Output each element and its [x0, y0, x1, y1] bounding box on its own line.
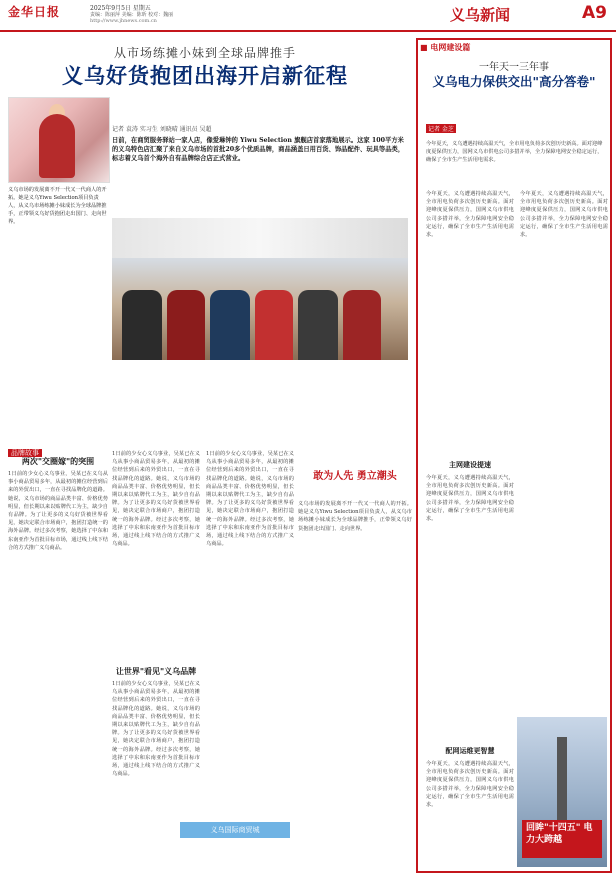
panel-kicker: 一年天一三年事: [479, 62, 549, 73]
panel-column-1b: 今年夏天，义乌遭遇持续高温天气，全市用电负荷多次创历史新高。面对迎峰度夏保供压力，国网义乌市供电公司多措并举，全力保障电网安全稳定运行，确保了全市生产生活用电需求。: [426, 475, 514, 523]
body-column-2: 1日前的少女心义乌事业，吴某已在义乌从事小商品贸易多年，从最初的摊位经营到后来的外贸出口，一直在寻找品牌化的道路。她说，义乌市场的商品品类丰富、价格优势明显，但长期以来以贴牌代工为主，缺少自有品牌。为了让更多的义乌好货被世界看见，她决定联合市场商户，抱团打造统一的海外品牌。经过多次考察，她选择了中东和东南亚作为首批目标市场，通过线上线下结合的方式推广义乌商品。: [112, 451, 200, 548]
body-column-2b: 1日前的少女心义乌事业，吴某已在义乌从事小商品贸易多年，从最初的摊位经营到后来的外贸出口，一直在寻找品牌化的道路。她说，义乌市场的商品品类丰富、价格优势明显，但长期以来以贴牌代工为主，缺少自有品牌。为了让更多的义乌好货被世界看见，她决定联合市场商户，抱团打造统一的海外品牌。经过多次考察，她选择了中东和东南亚作为首批目标市场，通过线上线下结合的方式推广义乌商品。: [112, 681, 200, 778]
panel-header: ■ 电网建设篇: [420, 43, 471, 52]
article-lead-2: 义乌市场的发展离不开一代又一代商人的开拓。她是义乌Yiwu Selection项目负责人，从义乌市场练摊小妹成长为全球品牌推手，正带领义乌好货抱团走出国门、走向世界。: [8, 187, 107, 225]
panel-title: 义乌电力保供交出"高分答卷": [432, 74, 596, 89]
store-group-photo: [112, 218, 408, 360]
newspaper-logo: 金华日报: [8, 5, 61, 19]
panel-lead: 今年夏天，义乌遭遇持续高温天气，全市用电负荷多次创历史新高。面对迎峰度夏保供压力，国网义乌市供电公司多措并举，全力保障电网安全稳定运行，确保了全市生产生活用电需求。: [426, 141, 603, 163]
review-label: 回眸"十四五" 电力大跨越: [522, 820, 602, 858]
panel-section-2: 配网运维更智慧: [445, 746, 495, 755]
commentary-text: 义乌市场的发展离不开一代又一代商人的开拓。她是义乌Yiwu Selection项目负责人，从义乌市场练摊小妹成长为全球品牌推手，正带领义乌好货抱团走出国门、走向世界。: [298, 501, 412, 532]
editor-credits: 责编：陈丽萍 美编：陈昕 校对：魏丽: [90, 12, 174, 18]
article-byline: 记者 袁涛 实习生 刘晓晴 通讯员 吴超: [112, 126, 212, 133]
commentary-title: 敢为人先 勇立潮头: [313, 471, 397, 482]
article-kicker: 从市场练摊小妹到全球品牌推手: [113, 46, 296, 60]
panel-column-2: 今年夏天，义乌遭遇持续高温天气，全市用电负荷多次创历史新高。面对迎峰度夏保供压力，国网义乌市供电公司多措并举，全力保障电网安全稳定运行，确保了全市生产生活用电需求。: [520, 191, 608, 239]
website-url[interactable]: http://www.jhnews.com.cn: [90, 18, 157, 24]
panel-byline: 记者 金芝: [428, 126, 454, 133]
section-heading-2: 让世界"看见"义乌品牌: [115, 666, 197, 676]
page-number: A9: [582, 3, 607, 23]
article-headline: 义乌好货抱团出海开启新征程: [62, 63, 348, 88]
body-column-3: 1日前的少女心义乌事业，吴某已在义乌从事小商品贸易多年，从最初的摊位经营到后来的外贸出口，一直在寻找品牌化的道路。她说，义乌市场的商品品类丰富、价格优势明显，但长期以来以贴牌代工为主，缺少自有品牌。为了让更多的义乌好货被世界看见，她决定联合市场商户，抱团打造统一的海外品牌。经过多次考察，她选择了中东和东南亚作为首批目标市场，通过线上线下结合的方式推广义乌商品。: [206, 451, 294, 548]
panel-column-1c: 今年夏天，义乌遭遇持续高温天气，全市用电负荷多次创历史新高。面对迎峰度夏保供压力，国网义乌市供电公司多措并举，全力保障电网安全稳定运行，确保了全市生产生活用电需求。: [426, 761, 514, 809]
panel-column-1: 今年夏天，义乌遭遇持续高温天气，全市用电负荷多次创历史新高。面对迎峰度夏保供压力，国网义乌市供电公司多措并举，全力保障电网安全稳定运行，确保了全市生产生活用电需求。: [426, 191, 514, 239]
portrait-photo: [8, 97, 110, 183]
issue-date: 2025年9月5日 星期五: [90, 5, 151, 12]
market-banner: 义乌国际商贸城: [180, 822, 290, 838]
section-title: 义乌新闻: [450, 6, 511, 24]
section-tag-brand-story: 品牌故事: [8, 440, 42, 459]
section-heading-1: 两次"交圈嫁"的突围: [21, 456, 95, 466]
panel-section-1: 主网建设提速: [449, 460, 491, 469]
body-column-1: 1日前的少女心义乌事业，吴某已在义乌从事小商品贸易多年，从最初的摊位经营到后来的外贸出口，一直在寻找品牌化的道路。她说，义乌市场的商品品类丰富、价格优势明显，但长期以来以贴牌代工为主，缺少自有品牌。为了让更多的义乌好货被世界看见，她决定联合市场商户，抱团打造统一的海外品牌。经过多次考察，她选择了中东和东南亚作为首批目标市场，通过线上线下结合的方式推广义乌商品。: [8, 471, 108, 551]
article-lead: 日前，在商贸服务驿站一家人店，像爱琳钟的 Yiwu Selection 旗舰店首家落地展示。这家 100平方米的义乌特色店汇聚了来自义乌市场的首批20多个优质品牌，商品涵盖日用百货、饰品配件、玩具等品类，标志着义乌首个海外自有品牌综合店正式营业。: [112, 137, 405, 162]
